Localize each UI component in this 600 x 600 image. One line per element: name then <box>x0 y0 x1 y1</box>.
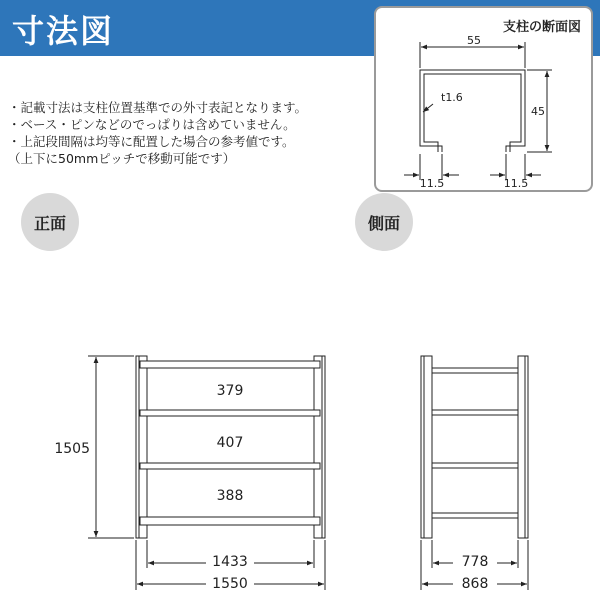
post-section-title: 支柱の断面図 <box>502 20 581 35</box>
side-outer-width-label: 868 <box>461 576 489 592</box>
side-shelf-2 <box>432 410 518 415</box>
side-left-post <box>421 356 432 538</box>
post-flange-right-label: 11.5 <box>503 177 529 190</box>
post-flange-left-label: 11.5 <box>419 177 445 190</box>
note-line: （上下に50mmピッチで移動可能です） <box>8 151 236 166</box>
note-line: ・ベース・ピンなどのでっぱりは含めていません。 <box>8 117 296 132</box>
post-height-label: 45 <box>531 105 545 118</box>
front-shelf-2 <box>140 410 320 416</box>
side-view-drawing <box>421 356 528 538</box>
post-thickness-label: t1.6 <box>441 91 463 104</box>
post-width-label: 55 <box>467 34 481 47</box>
front-shelf-top <box>140 361 320 368</box>
side-shelf-3 <box>432 463 518 468</box>
post-dimension-lines <box>404 42 552 180</box>
side-shelf-bottom <box>432 513 518 518</box>
page-title: 寸法図 <box>12 12 115 50</box>
front-height-label: 1505 <box>54 441 90 457</box>
front-left-post <box>136 356 147 538</box>
post-profile-outer <box>420 70 525 152</box>
front-shelf-gap-2: 407 <box>216 435 244 451</box>
side-shelf-top <box>432 368 518 373</box>
post-profile-inner <box>424 74 521 152</box>
post-cross-section <box>416 70 531 152</box>
side-right-post <box>518 356 528 538</box>
front-shelf-bottom <box>140 517 320 525</box>
front-shelf-3 <box>140 463 320 469</box>
front-shelf-gap-1: 379 <box>216 383 244 399</box>
front-view-badge: 正面 <box>21 193 79 251</box>
note-line: ・上記段間隔は均等に配置した場合の参考値です。 <box>8 134 295 149</box>
note-line: ・記載寸法は支柱位置基準での外寸表記となります。 <box>8 100 308 115</box>
side-view-badge: 側面 <box>355 193 413 251</box>
front-right-post <box>314 356 325 538</box>
front-outer-width-label: 1550 <box>212 576 248 592</box>
front-shelf-gap-3: 388 <box>216 488 244 504</box>
front-inner-width-label: 1433 <box>212 554 248 570</box>
side-inner-width-label: 778 <box>461 554 489 570</box>
